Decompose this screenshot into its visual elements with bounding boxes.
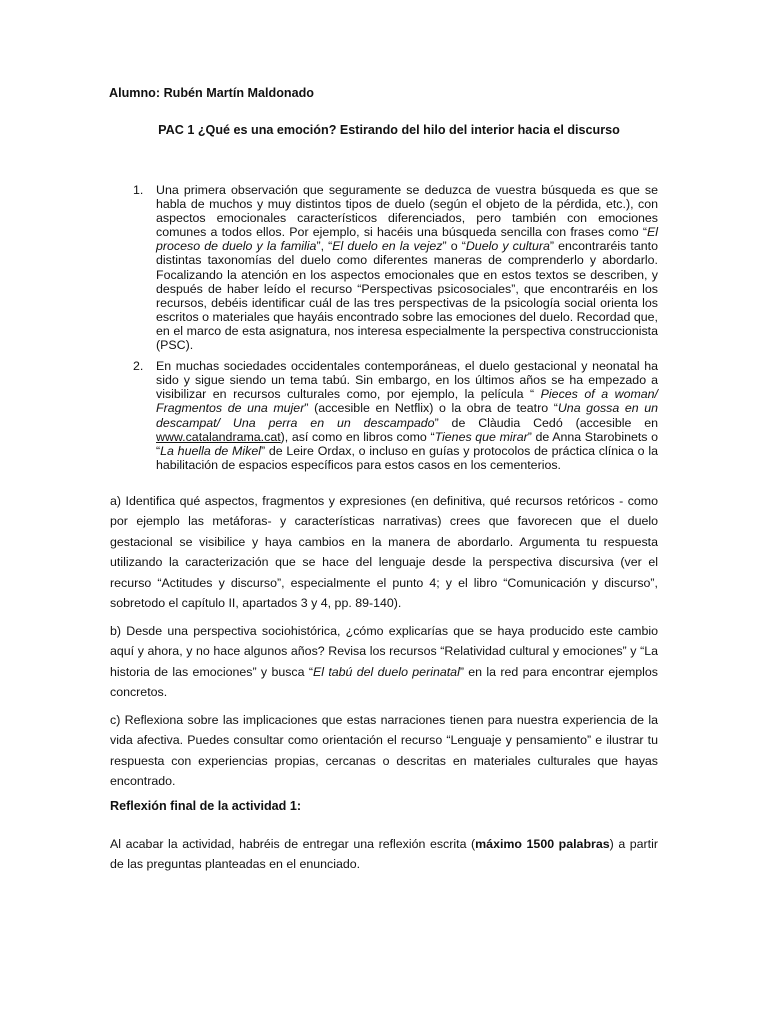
list-item bbox=[110, 359, 658, 472]
item-text: ” de Clàudia Cedó (accesible en bbox=[434, 415, 659, 430]
item-italic-text: El duelo en la vejez bbox=[332, 239, 443, 254]
item-text: ” (accesible en Netflix) o la obra de teatro “ bbox=[304, 401, 558, 416]
word-limit: máximo 1500 palabras bbox=[475, 837, 610, 851]
numbered-list bbox=[110, 183, 658, 472]
item-text: ” encontraréis tanto distintas taxonomías del duelo como diferentes maneras de comprenderlo y abordarlo. Focalizando la atención en los aspectos emocionales que en estos textos se describen, y después de haber leído el recurso “Perspectivas psicosociales”, que encontraréis en los recursos, debéis identificar cuál de las tres perspectivas de la psicología social orienta los escritos o materiales que hayáis encontrado sobre las emociones del duelo. Recordad que, en el marco de esta asignatura, nos interesa especialmente la perspectiva construccionista (PSC). bbox=[156, 239, 658, 353]
reflection-heading: Reflexión final de la actividad 1: bbox=[110, 799, 302, 813]
item-italic-text: Pieces of a woman/ Fragmentos de una mujer bbox=[156, 387, 659, 416]
item-italic-text: Duelo y cultura bbox=[465, 239, 550, 254]
item-text: ” o “ bbox=[442, 239, 466, 254]
assignment-title: PAC 1 ¿Qué es una emoción? Estirando del hilo del interior hacia el discurso bbox=[158, 123, 620, 137]
list-item-number: 1. bbox=[133, 183, 144, 197]
question-a: a) Identifica qué aspectos, fragmentos y expresiones (en definitiva, qué recursos retóricos - como por ejemplo las metáforas- y características narrativas) crees que favorecen que el duelo gestacional se visibilice y haya cambios en la manera de abordarlo. Argumenta tu respuesta utilizando la caracterización que se hace del lenguaje desde la perspectiva discursiva (ver el recurso “Actitudes y discurso”, especialmente el punto 4; y el libro “Comunicación y discurso”, sobretodo el capítulo II, apartados 3 y 4, pp. 89-140). bbox=[110, 494, 658, 611]
reflection-text bbox=[110, 834, 658, 875]
item-italic-text: El proceso de duelo y la familia bbox=[156, 225, 658, 254]
item-italic-text: La huella de Mikel bbox=[160, 443, 261, 458]
item-text: En muchas sociedades occidentales contemporáneas, el duelo gestacional y neonatal ha sido y sigue siendo un tema tabú. Sin embargo, en los últimos años se ha empezado a visibilizar en recursos culturales como, por ejemplo, la película “ bbox=[156, 359, 658, 402]
question-text: b) Desde una perspectiva sociohistórica, ¿cómo explicarías que se haya producido este cambio aquí y ahora, y no hace algunos años? Revisa los recursos “Relatividad cultural y emociones” y “La historia de las emociones” y busca “ bbox=[110, 624, 658, 679]
list-item-number: 2. bbox=[133, 359, 144, 374]
list-item bbox=[110, 183, 658, 352]
question-text: ” en la red para encontrar ejemplos concretos. bbox=[110, 664, 658, 700]
item-text: Una primera observación que seguramente se deduzca de vuestra búsqueda es que se habla de muchos y muy distintos tipos de duelo (según el objeto de la pérdida, etc.), con aspectos emocionales característicos diferenciados, pero también con emociones comunes a todos ellos. Por ejemplo, si hacéis una búsqueda sencilla con frases como “ bbox=[156, 183, 658, 240]
catalandrama-link[interactable]: www.catalandrama.cat bbox=[156, 429, 281, 444]
item-italic-text: Una gossa en un descampat/ Una perra en un descampado bbox=[156, 401, 658, 430]
question-c: c) Reflexiona sobre las implicaciones que estas narraciones tienen para nuestra experiencia de la vida afectiva. Puedes consultar como orientación el recurso “Lenguaje y pensamiento” e ilustrar tu respuesta con experiencias propias, cercanas o descritas en materiales culturales que hayas encontrado. bbox=[110, 713, 658, 789]
item-text: ” de Leire Ordax, o incluso en guías y protocolos de práctica clínica o la habilitación de espacios específicos para estos casos en los cementerios. bbox=[156, 443, 658, 472]
item-text: ), así como en libros como “ bbox=[280, 429, 435, 444]
item-italic-text: Tienes que mirar bbox=[434, 429, 528, 444]
student-name: Alumno: Rubén Martín Maldonado bbox=[109, 86, 314, 100]
item-text: ”, “ bbox=[316, 239, 333, 254]
reflection-body: ) a partir de las preguntas planteadas en el enunciado. bbox=[110, 837, 658, 872]
question-b bbox=[110, 621, 658, 703]
item-text: ” de Anna Starobinets o “ bbox=[156, 429, 658, 458]
question-italic-text: El tabú del duelo perinatal bbox=[312, 664, 460, 679]
reflection-body: Al acabar la actividad, habréis de entregar una reflexión escrita ( bbox=[110, 837, 476, 851]
